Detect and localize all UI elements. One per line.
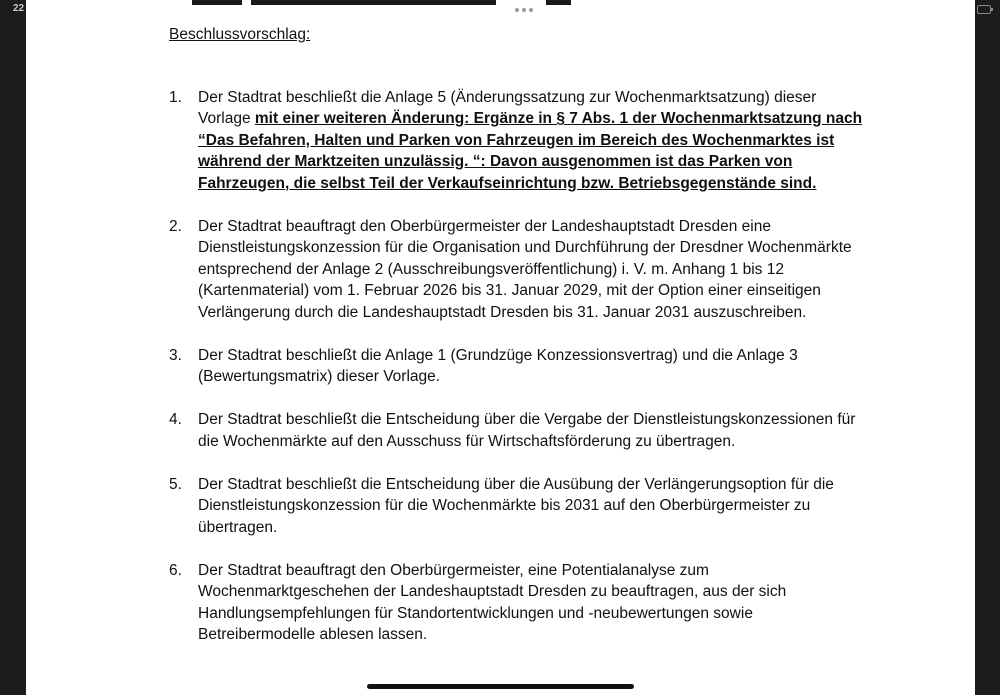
document-page[interactable] — [26, 0, 975, 695]
item-text: Der Stadtrat beauftragt den Oberbürgermeister der Landeshauptstadt Dresden eine Dienstleistungskonzession für die Organisation und Durchführung der Dresdner Wochenmärkte entsprechend der Anlage 2 (Ausschreibungsveröffentlichung) i. V. m. Anhang 1 bis 12 (Kartenmaterial) vom 1. Februar 2026 bis 31. Januar 2029, mit der Option einer einseitigen Verlängerung durch die Landeshauptstadt Dresden bis 31. Januar 2031 auszuschreiben. — [198, 217, 852, 321]
item-number: 1. — [169, 88, 182, 106]
status-bar-time: 22 — [13, 3, 25, 14]
resolution-item — [169, 345, 869, 388]
previous-line-remnant — [546, 0, 571, 5]
item-text: Der Stadtrat beschließt die Entscheidung über die Vergabe der Dienstleistungskonzessionen für die Wochenmärkte auf den Ausschuss für Wirtschaftsförderung zu übertragen. — [198, 411, 856, 450]
section-heading: Beschlussvorschlag: — [169, 26, 311, 43]
resolution-item — [169, 474, 869, 539]
previous-line-remnant — [251, 0, 496, 5]
previous-line-remnant — [192, 0, 242, 5]
resolution-item — [169, 560, 869, 646]
more-options-icon[interactable] — [509, 0, 539, 20]
resolution-list — [169, 87, 869, 646]
amendment-text: mit einer weiteren Änderung: Ergänze in § 7 Abs. 1 der Wochenmarktsatzung nach “Das Befahren, Halten und Parken von Fahrzeugen im Bereich des Wochenmarktes ist während der Marktzeiten unzulässig. “: Davon ausgenommen ist das Parken von Fahrzeugen, die selbst Teil der Verkaufseinrichtung bzw. Betriebsgegenstände sind. — [198, 110, 863, 192]
item-text: Der Stadtrat beauftragt den Oberbürgermeister, eine Potentialanalyse zum Wochenmarktgeschehen der Landeshauptstadt Dresden zu beauftragen, aus der sich Handlungsempfehlungen für Standortentwicklungen und -neubewertungen sowie Betreibermodelle ablesen lassen. — [198, 561, 787, 643]
resolution-item — [169, 216, 869, 324]
item-number: 4. — [169, 411, 182, 428]
document-body — [169, 24, 869, 667]
item-number: 2. — [169, 217, 182, 235]
home-indicator[interactable] — [367, 684, 634, 689]
item-number: 5. — [169, 475, 182, 493]
item-text: Der Stadtrat beschließt die Anlage 5 (Änderungssatzung zur Wochenmarktsatzung) dieser Vorlage — [198, 88, 817, 127]
item-number: 3. — [169, 346, 182, 364]
resolution-item — [169, 409, 869, 452]
item-text: Der Stadtrat beschließt die Entscheidung über die Ausübung der Verlängerungsoption für die Dienstleistungskonzession für die Wochenmärkte bis 2031 auf den Oberbürgermeister zu übertragen. — [198, 475, 834, 536]
resolution-item — [169, 87, 869, 195]
item-text: Der Stadtrat beschließt die Anlage 1 (Grundzüge Konzessionsvertrag) und die Anlage 3 (Bewertungsmatrix) dieser Vorlage. — [198, 346, 798, 385]
item-number: 6. — [169, 561, 182, 579]
battery-icon — [977, 5, 991, 14]
